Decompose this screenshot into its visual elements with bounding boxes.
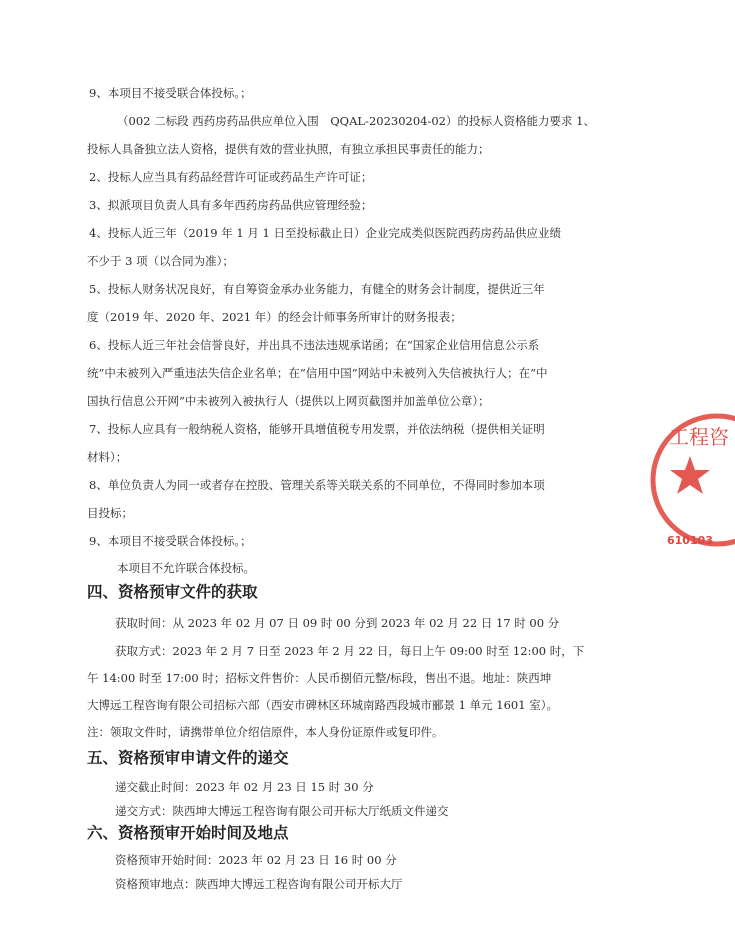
section-4-time: 获取时间：从 2023 年 02 月 07 日 09 时 00 分到 2023 年 02 月 22 日 17 时 00 分 <box>115 616 560 630</box>
req-intro-line-3: 投标人具备独立法人资格，提供有效的营业执照，有独立承担民事责任的能力； <box>87 142 490 156</box>
req-item-5-line-2: 度（2019 年、2020 年、2021 年）的经会计师事务所审计的财务报表； <box>87 310 462 324</box>
consortium-note: 本项目不允许联合体投标。 <box>117 561 255 575</box>
seal-text-bottom: 610103 <box>667 534 713 547</box>
section-5-method: 递交方式：陕西坤大博远工程咨询有限公司开标大厅纸质文件递交 <box>115 804 449 818</box>
section-6-time: 资格预审开始时间：2023 年 02 月 23 日 16 时 00 分 <box>115 853 397 867</box>
req-item-6-line-1: 6、投标人近三年社会信誉良好，并出具不违法违规承诺函；在“国家企业信用信息公示系 <box>89 338 540 352</box>
section-4-method-line-1: 获取方式：2023 年 2 月 7 日至 2023 年 2 月 22 日，每日上午 09:00 时至 12:00 时，下 <box>115 644 585 658</box>
req-item-8-line-1: 8、单位负责人为同一或者存在控股、管理关系等关联关系的不同单位，不得同时参加本项 <box>89 478 545 492</box>
company-seal <box>655 408 735 553</box>
req-item-2: 2、投标人应当具有药品经营许可证或药品生产许可证； <box>89 170 373 184</box>
req-item-6-line-3: 国执行信息公开网”中未被列入被执行人（提供以上网页截图并加盖单位公章）； <box>87 394 490 408</box>
section-4-method-line-3: 大博远工程咨询有限公司招标六部（西安市碑林区环城南路西段城市郦景 1 单元 1601 室）。 <box>87 698 558 712</box>
section-6-place: 资格预审地点：陕西坤大博远工程咨询有限公司开标大厅 <box>115 877 403 891</box>
section-6-heading: 六、资格预审开始时间及地点 <box>87 824 289 842</box>
req-item-6-line-2: 统”中未被列入严重违法失信企业名单；在“信用中国”网站中未被列入失信被执行人；在“中 <box>87 366 548 380</box>
seal-text-top: 工程咨 <box>669 425 729 449</box>
req-item-3: 3、拟派项目负责人具有多年西药房药品供应管理经验； <box>89 198 373 212</box>
req-item-7-line-2: 材料）； <box>87 450 128 464</box>
req-item-9: 9、本项目不接受联合体投标。； <box>89 534 252 548</box>
req-item-4-line-1: 4、投标人近三年（2019 年 1 月 1 日至投标截止日）企业完成类似医院西药房药品供应业绩 <box>89 226 561 240</box>
req-intro-line-2: （002 二标段 西药房药品供应单位入围 QQAL-20230204-02）的投标人资格能力要求 1、 <box>117 114 595 128</box>
req-item-5-line-1: 5、投标人财务状况良好，有自筹资金承办业务能力，有健全的财务会计制度，提供近三年 <box>89 282 545 296</box>
section-4-heading: 四、资格预审文件的获取 <box>87 583 258 601</box>
section-5-heading: 五、资格预审申请文件的递交 <box>87 749 289 767</box>
section-5-deadline: 递交截止时间：2023 年 02 月 23 日 15 时 30 分 <box>115 780 374 794</box>
req-intro-line-1: 9、本项目不接受联合体投标。； <box>89 86 252 100</box>
section-4-method-line-2: 午 14:00 时至 17:00 时；招标文件售价：人民币捌佰元整/标段，售出不退。地址：陕西坤 <box>87 671 552 685</box>
section-4-note: 注：领取文件时，请携带单位介绍信原件，本人身份证原件或复印件。 <box>87 725 444 739</box>
req-item-4-line-2: 不少于 3 项（以合同为准）； <box>87 254 234 268</box>
req-item-8-line-2: 目投标； <box>87 506 133 520</box>
req-item-7-line-1: 7、投标人应具有一般纳税人资格，能够开具增值税专用发票，并依法纳税（提供相关证明 <box>89 422 545 436</box>
